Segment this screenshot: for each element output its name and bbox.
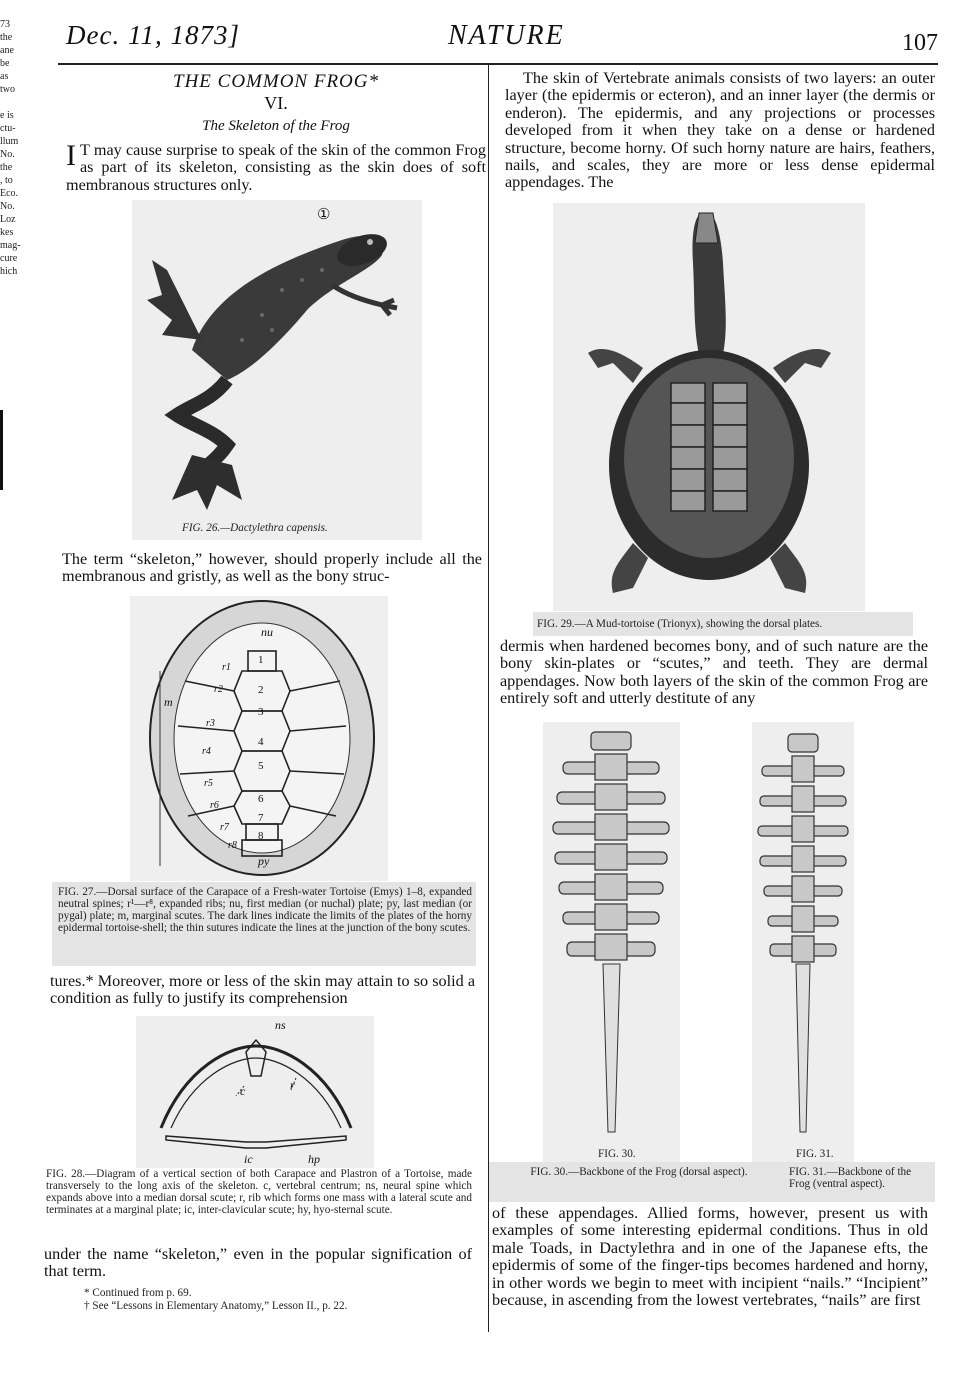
figure-31-label: FIG. 31. bbox=[796, 1148, 834, 1160]
figure-30-image bbox=[543, 722, 680, 1162]
figure-26-caption: FIG. 26.—Dactylethra capensis. bbox=[182, 522, 328, 534]
figure-29-caption: FIG. 29.—A Mud-tortoise (Trionyx), showing the dorsal plates. bbox=[533, 612, 913, 636]
label-r5: r5 bbox=[204, 778, 213, 789]
label-3: 3 bbox=[258, 706, 264, 718]
label-r2: r2 bbox=[214, 684, 223, 695]
margin-rule bbox=[0, 410, 9, 490]
footnote-1: * Continued from p. 69. bbox=[84, 1287, 192, 1299]
margin-scrap-line: mag- bbox=[0, 240, 21, 251]
figure-27-image bbox=[130, 596, 388, 881]
backbone-dorsal-illustration bbox=[543, 722, 680, 1162]
drop-cap: I bbox=[66, 139, 76, 172]
label-6: 6 bbox=[258, 793, 264, 805]
footnote-2: † See “Lessons in Elementary Anatomy,” Lesson II., p. 22. bbox=[84, 1300, 348, 1312]
page-number: 107 bbox=[902, 30, 938, 56]
label-2: 2 bbox=[258, 684, 264, 696]
label-5: 5 bbox=[258, 760, 264, 772]
margin-scrap-line: as bbox=[0, 71, 9, 82]
column-rule bbox=[488, 64, 489, 1332]
intro-paragraph bbox=[66, 139, 486, 194]
label-r8: r8 bbox=[228, 840, 237, 851]
margin-scrap bbox=[0, 18, 21, 378]
margin-scrap-line: ctu- bbox=[0, 123, 16, 134]
label-ic: ic bbox=[244, 1152, 253, 1166]
margin-scrap-line: two bbox=[0, 84, 15, 95]
label-ns: ns bbox=[275, 1018, 286, 1032]
label-1: 1 bbox=[258, 654, 264, 666]
header-date: Dec. 11, 1873] bbox=[66, 20, 240, 50]
label-8: 8 bbox=[258, 830, 264, 842]
paragraph-skin-layers: The skin of Vertebrate animals consists of two layers: an outer layer (the epidermis or ecteron), and an inner layer (the dermis or enderon). The epidermis, and any projections or processes developed from it when they take on a dense or hardened structure, become horny. Of such horny nature are hairs, feathers, nails, and scales, they are more or less dense epidermal appendages. The bbox=[505, 69, 935, 192]
figure-28-image bbox=[136, 1016, 374, 1168]
figure-26 bbox=[132, 200, 422, 540]
label-r: r bbox=[290, 1078, 295, 1092]
frog-illustration bbox=[132, 200, 422, 540]
label-m: m bbox=[164, 695, 173, 709]
article-subtitle: The Skeleton of the Frog bbox=[202, 118, 350, 134]
figure-29-image bbox=[553, 203, 865, 611]
margin-scrap-line: Eco. bbox=[0, 188, 19, 199]
figure-30-label: FIG. 30. bbox=[598, 1148, 636, 1160]
paragraph-skeleton: The term “skeleton,” however, should properly include all the membranous and gristly, as well as the bony struc- bbox=[62, 550, 482, 586]
figure-30-caption: FIG. 30.—Backbone of the Frog (dorsal aspect). bbox=[530, 1166, 748, 1178]
label-r3: r3 bbox=[206, 718, 215, 729]
figure-30-31-caption-band bbox=[489, 1162, 935, 1202]
intro-text: T may cause surprise to speak of the skin of the common Frog as part of its skeleton, consisting as the skin does of soft membranous structures only. bbox=[66, 141, 486, 194]
figure-27-caption: FIG. 27.—Dorsal surface of the Carapace of a Fresh-water Tortoise (Emys) 1–8, expanded neutral spines; r¹—r⁸, expanded ribs; nu, first median (or nuchal) plate; py, last median (or pygal) plate; m, marginal scutes. The dark lines indicate the limits of the plates of the horny epidermal tortoise-shell; the thin sutures indicate the lines at the junction of the bony scutes. bbox=[52, 882, 476, 966]
article-part: VI. bbox=[264, 93, 288, 113]
label-r4: r4 bbox=[202, 746, 211, 757]
label-7: 7 bbox=[258, 812, 264, 824]
margin-scrap-line bbox=[0, 96, 16, 109]
margin-scrap-line: cure bbox=[0, 253, 18, 264]
header-rule bbox=[58, 63, 938, 65]
margin-scrap-line: No. bbox=[0, 149, 15, 160]
article-title: THE COMMON FROG* bbox=[173, 71, 379, 92]
paragraph-allied-forms: of these appendages. Allied forms, however, present us with examples of some interesting epidermal conditions. Thus in old male Toads, in Dactylethra and in one of the Japanese efts, the epidermis of some of the finger-tips becomes hardened and horny, in other words we begin to meet with incipient “nails.” “Incipient” because, in ascending from the lowest vertebrates, “nails” are first bbox=[492, 1204, 928, 1310]
margin-scrap-line: the bbox=[0, 32, 13, 43]
label-py: py bbox=[258, 854, 270, 868]
label-nu: nu bbox=[261, 625, 273, 639]
label-4: 4 bbox=[258, 736, 264, 748]
margin-scrap-line: llum bbox=[0, 136, 19, 147]
label-c: c bbox=[240, 1084, 246, 1098]
margin-scrap-line: ane bbox=[0, 45, 14, 56]
paragraph-under: under the name “skeleton,” even in the popular signification of that term. bbox=[44, 1245, 472, 1281]
figure-31-image bbox=[752, 722, 854, 1162]
margin-scrap-line: hich bbox=[0, 266, 18, 277]
margin-scrap-line: Loz bbox=[0, 214, 16, 225]
label-r7: r7 bbox=[220, 822, 229, 833]
tortoise-illustration bbox=[553, 203, 865, 611]
journal-title: NATURE bbox=[448, 20, 565, 51]
figure-31-caption: FIG. 31.—Backbone of the Frog (ventral aspect). bbox=[789, 1166, 912, 1190]
label-r6: r6 bbox=[210, 800, 219, 811]
figure-28-caption: FIG. 28.—Diagram of a vertical section of both Carapace and Plastron of a Tortoise, made transversely to the long axis of the skeleton. c, vertebral centrum; ns, neural spine which expands above into a median dorsal scute; r, rib which forms one mass with a lateral scute and terminates at a marginal plate; ic, inter-clavicular scute; hy, hyo-sternal scute. bbox=[46, 1168, 472, 1216]
margin-scrap-line: be bbox=[0, 58, 10, 69]
paragraph-tures: tures.* Moreover, more or less of the skin may attain to so solid a condition as fully to justify its comprehension bbox=[50, 972, 475, 1008]
backbone-ventral-illustration bbox=[752, 722, 854, 1162]
paragraph-dermis: dermis when hardened becomes bony, and of such nature are the bony skin-plates or “scutes,” and teeth. They are dermal appendages. Now both layers of the skin of the common Frog are entirely soft and utterly destitute of any bbox=[500, 637, 928, 708]
margin-scrap-line: kes bbox=[0, 227, 14, 238]
label-r1: r1 bbox=[222, 662, 231, 673]
label-hp: hp bbox=[308, 1152, 320, 1166]
figure-26-number: ① bbox=[317, 207, 331, 223]
margin-scrap-line: No. bbox=[0, 201, 15, 212]
section-diagram bbox=[136, 1016, 374, 1168]
margin-scrap-line: e is bbox=[0, 110, 14, 121]
margin-scrap-line: , to bbox=[0, 175, 13, 186]
margin-scrap-line: the bbox=[0, 162, 13, 173]
margin-scrap-line: 73 bbox=[0, 19, 10, 30]
